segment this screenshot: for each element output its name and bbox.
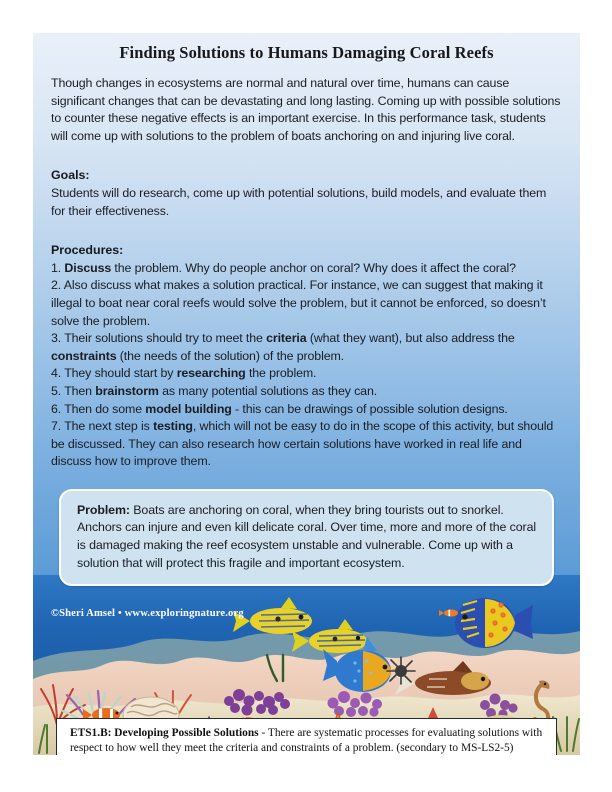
procedure-item-5: [51, 383, 562, 401]
procedure-number: 6.: [51, 401, 62, 416]
procedure-keyword: model building: [145, 401, 232, 416]
procedures-heading: Procedures:: [51, 243, 124, 258]
problem-label: Problem:: [77, 502, 130, 517]
problem-body: Boats are anchoring on coral, when they bring tourists out to snorkel. Anchors can injure and even kill delicate coral. Over time, more and more of the coral is damaged making the reef ecosystem unstable and vulnerable. Come up with a solution that will protect this fragile and important ecosystem.: [77, 502, 537, 570]
copyright-credit: ©Sheri Amsel • www.exploringnature.org: [51, 608, 244, 619]
procedure-text-before: Then: [61, 383, 96, 398]
procedure-text-after: the problem.: [245, 366, 317, 381]
standards-box: [56, 718, 557, 755]
page-title: Finding Solutions to Humans Damaging Coral Reefs: [119, 43, 494, 62]
procedure-item-3: [51, 330, 562, 365]
procedure-item-4: [51, 365, 562, 383]
problem-text: [77, 502, 538, 572]
procedure-number: 2.: [51, 278, 62, 293]
procedure-text-before: Then do some: [61, 401, 146, 416]
worksheet-panel: [33, 33, 580, 755]
procedure-item-7: [51, 418, 562, 471]
spacer: [51, 220, 562, 242]
procedure-text-before: The next step is: [61, 419, 154, 434]
standards-code-title: ETS1.B: Developing Possible Solutions: [70, 727, 259, 739]
procedure-keyword: Discuss: [64, 260, 112, 275]
procedure-keyword: researching: [176, 366, 246, 381]
procedure-text-after: as many potential solutions as they can.: [158, 383, 378, 398]
goals-text: Students will do research, come up with potential solutions, build models, and evaluate them for their effectiveness.: [51, 185, 547, 218]
procedure-item-6: [51, 401, 562, 419]
procedure-text-before: They should start by: [61, 366, 177, 381]
standards-text: [70, 726, 545, 755]
procedure-keyword: testing: [153, 419, 193, 434]
procedure-text-after: - this can be drawings of possible solution designs.: [231, 401, 508, 416]
procedure-text-before: Their solutions should try to meet the: [61, 331, 267, 346]
procedure-number: 7.: [51, 419, 62, 434]
procedure-keyword-2: constraints: [51, 348, 117, 363]
problem-callout-box: [59, 489, 554, 586]
spacer: [51, 145, 562, 167]
procedure-keyword: criteria: [266, 331, 307, 346]
procedure-item-1: [51, 260, 562, 278]
procedure-number: 5.: [51, 383, 62, 398]
procedure-text-after: , which will not be easy to do in the scope of this activity, but should be discussed. They can also research how certain solutions have worked in real life and discuss how to improve them.: [51, 419, 554, 469]
procedure-keyword: brainstorm: [95, 383, 159, 398]
worksheet-content: [33, 33, 580, 586]
intro-paragraph: Though changes in ecosystems are normal and natural over time, humans can cause significant changes that can be devastating and long lasting. Coming up with possible solutions to counter these negative effects is an important exercise. In this performance task, students will come up with solutions to the problem of boats anchoring on and injuring live coral.: [51, 76, 561, 143]
procedure-text-after-2: (the needs of the solution) of the problem.: [116, 348, 344, 363]
procedure-number: 3.: [51, 331, 62, 346]
procedure-item-2: [51, 277, 562, 330]
procedure-text-after: (what they want), but also address the: [306, 331, 515, 346]
goals-heading: Goals:: [51, 168, 90, 183]
procedure-number: 4.: [51, 366, 62, 381]
standards-body: - There are systematic processes for evaluating solutions with respect to how well they meet the criteria and constraints of a problem. (secondary to MS-LS2-5): [70, 727, 543, 755]
procedure-text-after: Also discuss what makes a solution practical. For instance, we can suggest that making it illegal to boat near coral reefs would solve the problem, but it cannot be enforced, so doesn’t solve the problem.: [51, 278, 546, 328]
procedure-number: 1.: [51, 260, 62, 275]
procedure-text-after: the problem. Why do people anchor on coral? Why does it affect the coral?: [111, 260, 516, 275]
